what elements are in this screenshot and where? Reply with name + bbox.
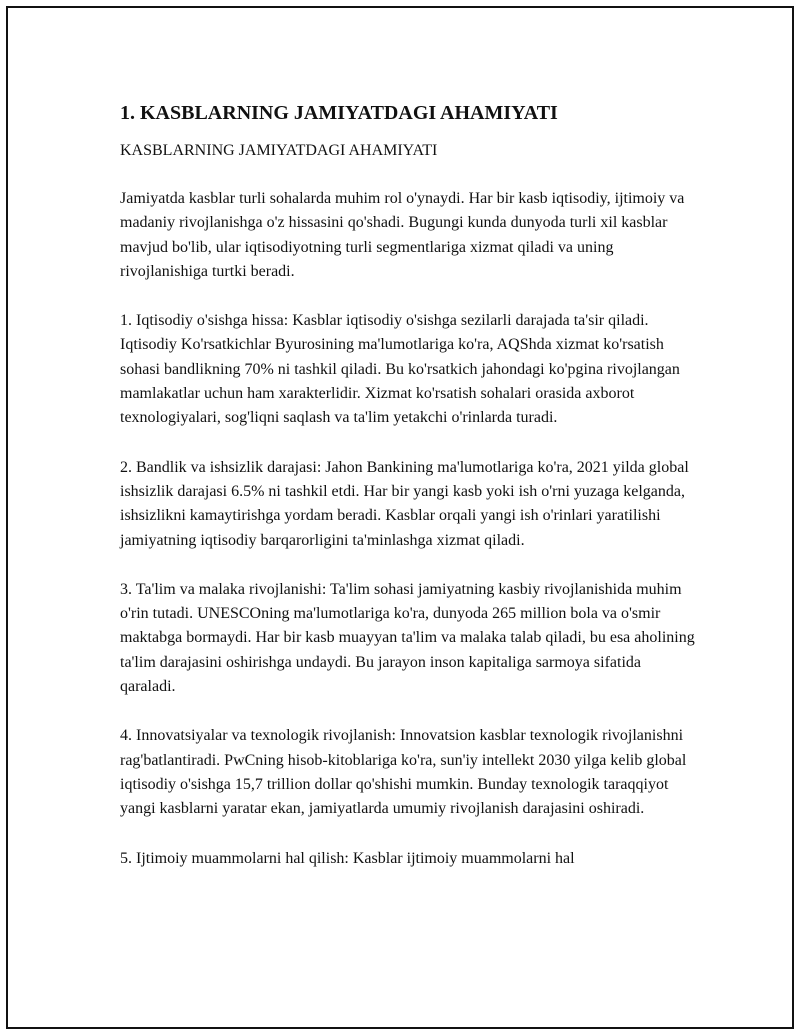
paragraph-social-problems: 5. Ijtimoiy muammolarni hal qilish: Kasblar ijtimoiy muammolarni hal	[120, 849, 575, 867]
document-subtitle: KASBLARNING JAMIYATDAGI AHAMIYATI	[120, 142, 438, 159]
paragraph-employment: 2. Bandlik va ishsizlik darajasi: Jahon Bankining ma'lumotlariga ko'ra, 2021 yilda global ishsizlik darajasi 6.5% ni tashkil etdi. Har bir yangi kasb yoki ish o'rni yuzaga kelganda, ishsizlikni kamaytirishga yordam beradi. Kasblar orqali yangi ish o'rinlari yaratilishi jamiyatning iqtisodiy barqarorligini ta'minlashga xizmat qiladi.	[120, 458, 689, 549]
paragraph-economic-growth: 1. Iqtisodiy o'sishga hissa: Kasblar iqtisodiy o'sishga sezilarli darajada ta'sir qiladi. Iqtisodiy Ko'rsatkichlar Byurosining ma'lumotlariga ko'ra, AQShda xizmat ko'rsatish sohasi bandlikning 70% ni tashkil qiladi. Bu ko'rsatkich jahondagi ko'pgina rivojlangan mamlakatlar uchun ham xarakterlidir. Xizmat ko'rsatish sohalari orasida axborot texnologiyalari, sog'liqni saqlash va ta'lim yetakchi o'rinlarda turadi.	[120, 312, 680, 427]
document-page	[6, 6, 794, 1029]
paragraph-innovation: 4. Innovatsiyalar va texnologik rivojlanish: Innovatsion kasblar texnologik rivojlanishni rag'batlantiradi. PwCning hisob-kitoblariga ko'ra, sun'iy intellekt 2030 yilga kelib global iqtisodiy o'sishga 15,7 trillion dollar qo'shishi mumkin. Bunday texnologik taraqqiyot yangi kasblarni yaratar ekan, jamiyatlarda umumiy rivojlanish darajasini oshiradi.	[120, 727, 687, 818]
paragraph-intro: Jamiyatda kasblar turli sohalarda muhim rol o'ynaydi. Har bir kasb iqtisodiy, ijtimoiy va madaniy rivojlanishga o'z hissasini qo'shadi. Bugungi kunda dunyoda turli xil kasblar mavjud bo'lib, ular iqtisodiyotning turli segmentlariga xizmat qiladi va uning rivojlanishiga turtki beradi.	[120, 190, 685, 280]
document-heading: 1. KASBLARNING JAMIYATDAGI AHAMIYATI	[120, 102, 558, 124]
paragraph-education: 3. Ta'lim va malaka rivojlanishi: Ta'lim sohasi jamiyatning kasbiy rivojlanishida muhim o'rin tutadi. UNESCOning ma'lumotlariga ko'ra, dunyoda 265 million bola va o'smir maktabga bormaydi. Har bir kasb muayyan ta'lim va malaka talab qiladi, bu esa aholining ta'lim darajasini oshirishga undaydi. Bu jarayon inson kapitaliga sarmoya sifatida qaraladi.	[120, 580, 695, 696]
document-content	[120, 100, 700, 871]
